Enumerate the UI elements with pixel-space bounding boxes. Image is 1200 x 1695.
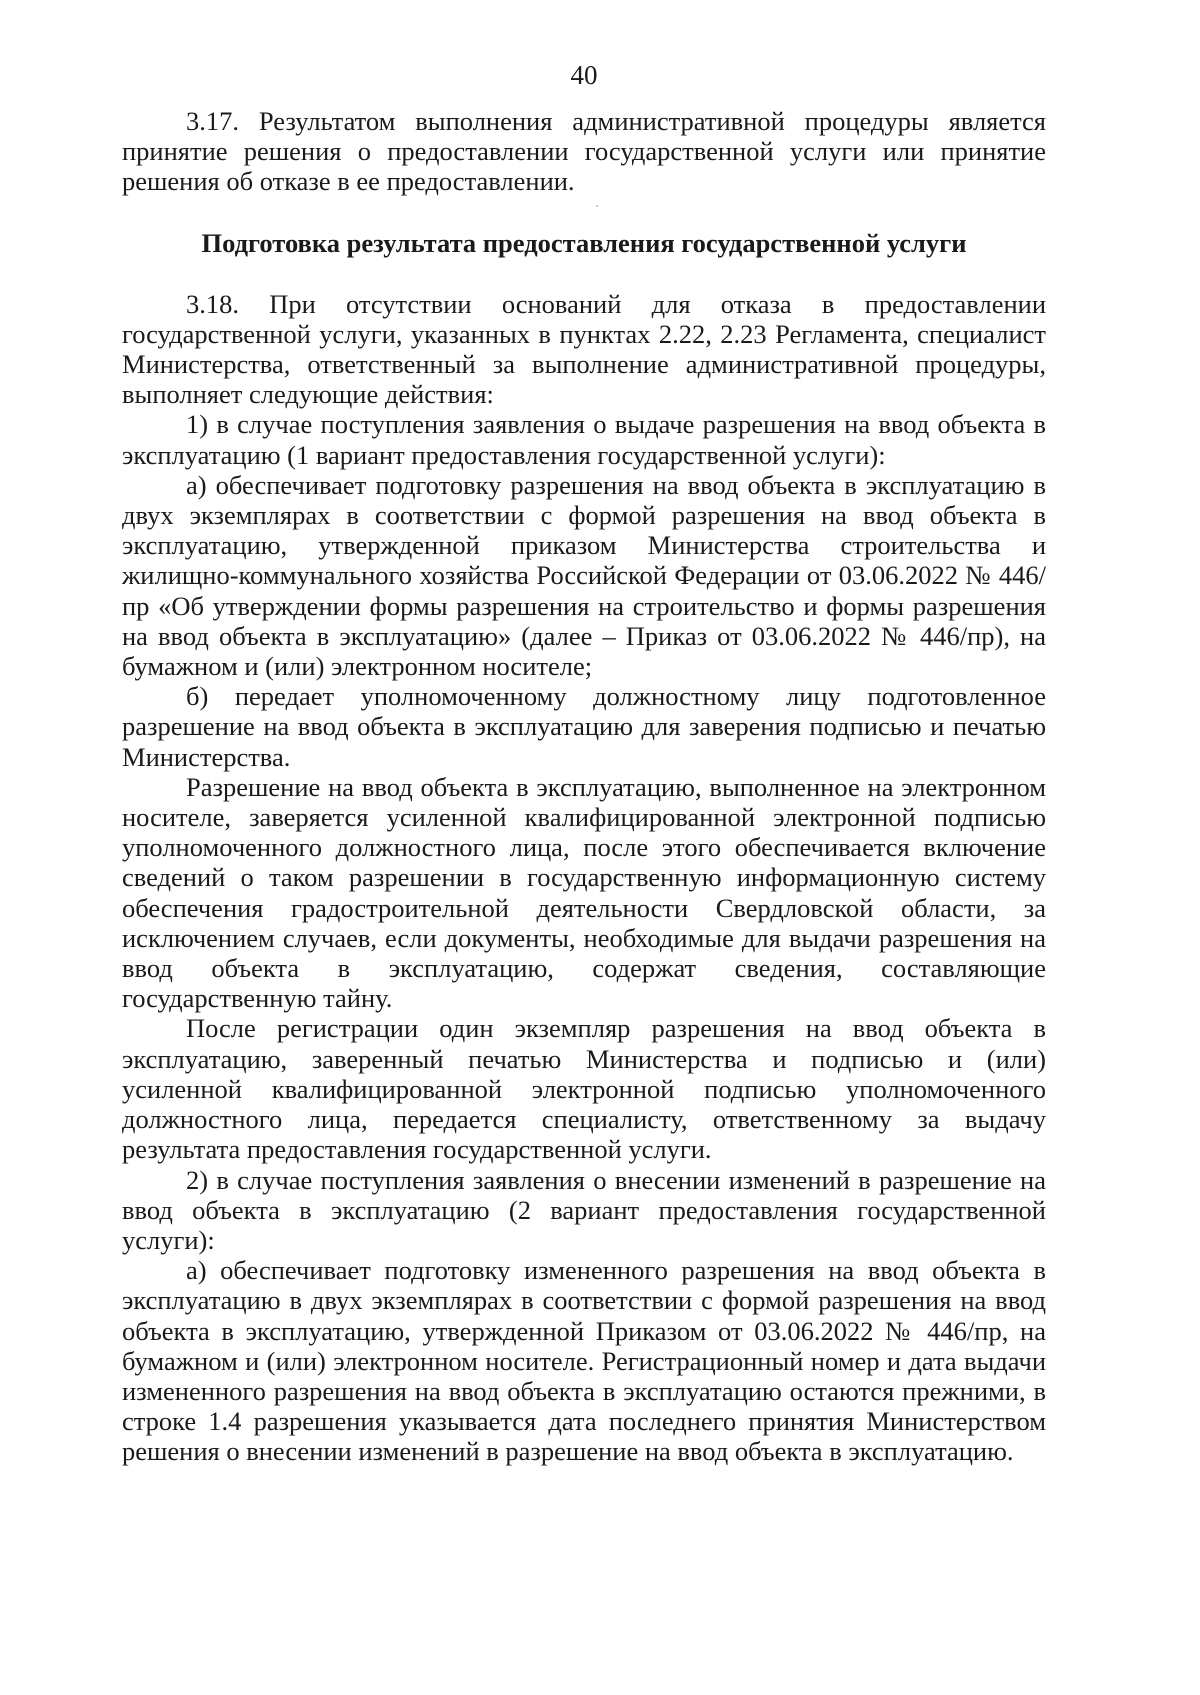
paragraph-item-1: 1) в случае поступления заявления о выдаче разрешения на ввод объекта в эксплуатацию (1 вариант предоставления государственной услуги): [122,409,1046,470]
section-heading: Подготовка результата предоставления государственной услуги [201,227,967,258]
scan-artifact [596,205,598,207]
paragraph-item-1b: б) передает уполномоченному должностному лицу подготовленное разрешение на ввод объекта в эксплуатацию для заверения подписью и печатью Министерства. [122,681,1046,772]
paragraph-after-registration: После регистрации один экземпляр разрешения на ввод объекта в эксплуатацию, заверенный печатью Министерства и подписью и (или) усиленной квалифицированной электронной подписью уполномоченного должностного лица, передается специалисту, ответственному за выдачу результата предоставления государственной услуги. [122,1013,1046,1165]
document-page [122,60,1046,1467]
paragraph-3-17: 3.17. Результатом выполнения административной процедуры является принятие решения о предоставлении государственной услуги или принятие решения об отказе в ее предоставлении. [122,106,1046,197]
page-number: 40 [570,60,598,90]
paragraph-electronic-permit: Разрешение на ввод объекта в эксплуатацию, выполненное на электронном носителе, заверяется усиленной квалифицированной электронной подписью уполномоченного должностного лица, после этого обеспечивается включение сведений о таком разрешении в государственную информационную систему обеспечения градостроительной деятельности Свердловской области, за исключением случаев, если документы, необходимые для выдачи разрешения на ввод объекта в эксплуатацию, содержат сведения, составляющие государственную тайну. [122,771,1046,1014]
paragraph-3-18: 3.18. При отсутствии оснований для отказа в предоставлении государственной услуги, указанных в пунктах 2.22, 2.23 Регламента, специалист Министерства, ответственный за выполнение административной процедуры, выполняет следующие действия: [122,288,1046,410]
paragraph-item-1a: а) обеспечивает подготовку разрешения на ввод объекта в эксплуатацию в двух экземплярах в соответствии с формой разрешения на ввод объекта в эксплуатацию, утвержденной приказом Министерства строительства и жилищно-коммунального хозяйства Российской Федерации от 03.06.2022 № 446/пр «Об утверждении формы разрешения на строительство и формы разрешения на ввод объекта в эксплуатацию» (далее – Приказ от 03.06.2022 № 446/пр), на бумажном и (или) электронном носителе; [122,469,1046,682]
paragraph-item-2a: а) обеспечивает подготовку измененного разрешения на ввод объекта в эксплуатацию в двух экземплярах в соответствии с формой разрешения на ввод объекта в эксплуатацию, утвержденной Приказом от 03.06.2022 № 446/пр, на бумажном и (или) электронном носителе. Регистрационный номер и дата выдачи измененного разрешения на ввод объекта в эксплуатацию остаются прежними, в строке 1.4 разрешения указывается дата последнего принятия Министерством решения о внесении изменений в разрешение на ввод объекта в эксплуатацию. [122,1255,1046,1467]
paragraph-item-2: 2) в случае поступления заявления о внесении изменений в разрешение на ввод объекта в эксплуатацию (2 вариант предоставления государственной услуги): [122,1164,1046,1255]
